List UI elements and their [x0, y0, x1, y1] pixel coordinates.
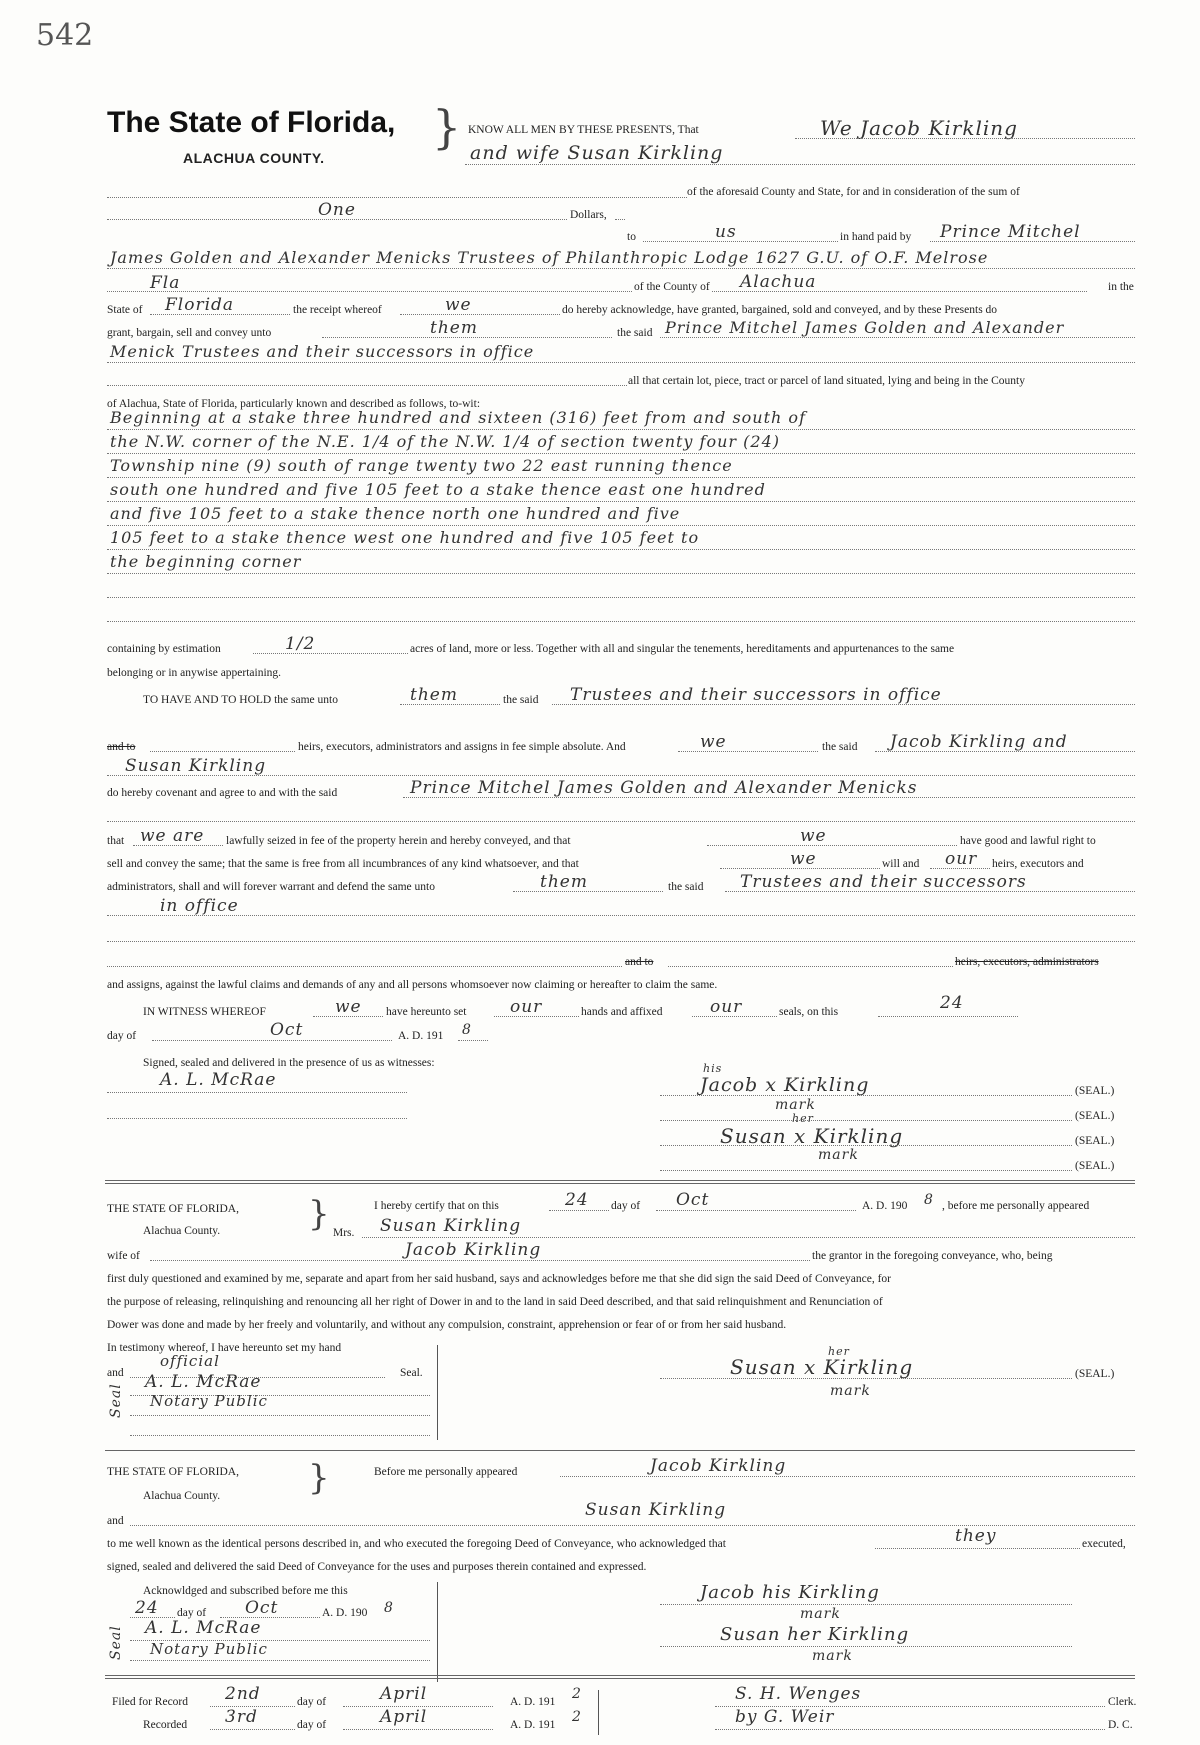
we-field-3: we — [790, 849, 817, 869]
description-line-3: Township nine (9) south of range twenty two 22 east running thence — [110, 456, 733, 475]
admin-text: administrators, shall and will forever warrant and defend the same unto — [107, 881, 435, 893]
them-field: them — [540, 872, 588, 892]
heirs-struck-2: heirs, executors, administrators — [955, 956, 1099, 968]
witness-month-field: Oct — [270, 1020, 304, 1040]
ack-both-name-2: Susan Kirkling — [585, 1500, 727, 1520]
divider — [105, 1180, 1135, 1181]
we-field-2: we — [800, 826, 827, 846]
hand-label: hands and affixed — [581, 1006, 663, 1018]
heirs-text: heirs, executors, administrators and assigns in fee simple absolute. And — [298, 741, 626, 753]
acres-field: 1/2 — [285, 634, 316, 654]
ack-both-known: to me well known as the identical persons described in, and who executed the foregoing Deed of Conveyance, who acknowledged that — [107, 1538, 726, 1550]
seal-on-label: seals, on this — [779, 1006, 839, 1018]
ack-both-day-of: day of — [177, 1607, 207, 1619]
payees-field-2: James Golden and Alexander Menicks Trustees of Philanthropic Lodge 1627 G.U. of O.F. Melrose — [110, 248, 989, 267]
ack-both-ad: A. D. 190 — [322, 1607, 368, 1619]
the-said-label: the said — [822, 741, 858, 753]
filed-day-field: 2nd — [225, 1684, 261, 1704]
grantees-field: them — [430, 318, 478, 338]
witness-our-field: our — [510, 997, 543, 1017]
said-label: the said — [617, 327, 653, 339]
ack-both-seal-stamp: Seal — [108, 1625, 124, 1660]
habendum-whom-field: Trustees and their successors in office — [570, 685, 942, 705]
sig1-mark: mark — [775, 1097, 816, 1113]
to-whom-field: us — [715, 222, 737, 242]
assigns-text: and assigns, against the lawful claims and demands of any and all persons whomsoever now claiming or hereafter to claim the same. — [107, 979, 718, 991]
description-line-4: south one hundred and five 105 feet to a stake thence east one hundred — [110, 480, 766, 499]
grantor-text: the grantor in the foregoing conveyance, who, being — [812, 1250, 1053, 1262]
bracket — [437, 1582, 438, 1682]
will-and-label: will and — [882, 858, 920, 870]
rec-month-field: April — [380, 1707, 428, 1727]
ack-wife-body-3: Dower was done and made by her freely and voluntarily, and without any compulsion, constraint, apprehension or fear of or from her said husband. — [107, 1319, 787, 1331]
sig1-his: his — [703, 1062, 723, 1075]
ack-both-and: and — [107, 1515, 124, 1527]
know-all-text: KNOW ALL MEN BY THESE PRESENTS, That — [468, 124, 699, 136]
ack-wife-body-2: the purpose of releasing, relinquishing and renouncing all her right of Dower in and to the land in said Deed described, and that said relinquishment and Renunciation of — [107, 1296, 883, 1308]
description-line-5: and five 105 feet to a stake thence north one hundred and five — [110, 504, 681, 523]
filed-ad: A. D. 191 — [510, 1696, 556, 1708]
ack-both-executed: executed, — [1082, 1538, 1126, 1550]
ack-wife-body-1: first duly questioned and examined by me, separate and apart from her said husband, says and acknowledges before me that she did sign the said Deed of Conveyance, for — [107, 1273, 891, 1285]
that-label: that — [107, 835, 125, 847]
ack-wife-day-field: 24 — [565, 1190, 589, 1210]
ack-both-month-field: Oct — [245, 1598, 279, 1618]
brace: } — [308, 1458, 330, 1498]
state-field: Florida — [165, 295, 235, 315]
seal-label-3: (SEAL.) — [1075, 1135, 1115, 1147]
the-said-label-2: the said — [668, 881, 704, 893]
rec-ad: A. D. 191 — [510, 1719, 556, 1731]
ack-wife-state: THE STATE OF FLORIDA, — [107, 1203, 239, 1215]
in-witness-text: IN WITNESS WHEREOF — [143, 1006, 266, 1018]
description-line-7: the beginning corner — [110, 552, 302, 571]
seal-label-1: (SEAL.) — [1075, 1085, 1115, 1097]
divider — [105, 1450, 1135, 1451]
ack-wife-sig-her: her — [828, 1345, 850, 1358]
page-number: 542 — [36, 18, 94, 53]
defend-whom-field: Trustees and their successors — [740, 872, 1027, 892]
defend-whom-field-2: in office — [160, 896, 239, 916]
land-text: all that certain lot, piece, tract or parcel of land situated, lying and being in the County — [628, 375, 1025, 387]
ack-both-county: Alachua County. — [143, 1490, 221, 1502]
grant-text: do hereby acknowledge, have granted, bargained, sold and conveyed, and by these Presents do — [562, 304, 998, 316]
county-heading: ALACHUA COUNTY. — [183, 150, 325, 166]
ack-both-signature-2: Susan her Kirkling — [720, 1624, 910, 1645]
ack-both-year-field: 8 — [384, 1600, 394, 1616]
sig2-mark: mark — [818, 1147, 859, 1163]
ack-wife-year-field: 8 — [924, 1192, 934, 1208]
grantees-named-field-2: Menick Trustees and their successors in office — [110, 342, 535, 361]
acres-text: acres of land, more or less. Together with all and singular the tenements, hereditaments and appurtenances to the same — [410, 643, 955, 655]
ack-sub-text: Acknowldged and subscribed before me this — [143, 1585, 348, 1597]
document-title: The State of Florida, — [107, 106, 396, 139]
ack-wife-before-me: , before me personally appeared — [942, 1200, 1090, 1212]
our-field: our — [945, 849, 978, 869]
mrs-label: Mrs. — [333, 1227, 355, 1239]
unto-field: them — [410, 685, 458, 705]
rec-day-of: day of — [297, 1719, 327, 1731]
containing-label: containing by estimation — [107, 643, 221, 655]
rec-day-field: 3rd — [225, 1707, 258, 1727]
of-county-label: of the County of — [634, 281, 710, 293]
filed-day-of: day of — [297, 1696, 327, 1708]
grantor-signature-2: Susan x Kirkling — [720, 1124, 904, 1148]
filed-year-field: 2 — [572, 1686, 582, 1702]
sell-text: sell and convey the same; that the same is free from all incumbrances of any kind whatsoever, and that — [107, 858, 579, 870]
recorded-label: Recorded — [143, 1719, 188, 1731]
witness-we-field: we — [335, 997, 362, 1017]
description-line-1: Beginning at a stake three hundred and sixteen (316) feet from and south of — [110, 408, 806, 427]
husband-name-field: Jacob Kirkling — [405, 1240, 542, 1260]
witness-day-field: 24 — [940, 993, 964, 1013]
divider — [105, 1675, 1135, 1676]
description-line-2: the N.W. corner of the N.E. 1/4 of the N.W. 1/4 of section twenty four (24) — [110, 432, 780, 451]
land-text-2: of Alachua, State of Florida, particularly known and described as follows, to-wit: — [107, 398, 481, 410]
ack-wife-day-of: day of — [611, 1200, 641, 1212]
paid-by-label: in hand paid by — [840, 231, 912, 243]
seal-label-2: (SEAL.) — [1075, 1110, 1115, 1122]
clerk-label: Clerk. — [1108, 1696, 1137, 1708]
covenantees-field: Prince Mitchel James Golden and Alexander Menicks — [410, 778, 918, 798]
we-field: we — [700, 732, 727, 752]
testimony-text: In testimony whereof, I have hereunto set my hand — [107, 1342, 342, 1354]
to-label: to — [627, 231, 636, 243]
payees-field: Prince Mitchel — [940, 222, 1081, 242]
seal-label-4: (SEAL.) — [1075, 1160, 1115, 1172]
ack-both-name-1: Jacob Kirkling — [650, 1456, 787, 1476]
to-have-text: TO HAVE AND TO HOLD the same unto — [143, 694, 338, 706]
ack-both-state: THE STATE OF FLORIDA, — [107, 1466, 239, 1478]
official-field: official — [160, 1352, 220, 1370]
consideration-text: of the aforesaid County and State, for and in consideration of the sum of — [687, 186, 1020, 198]
wife-of-label: wife of — [107, 1250, 140, 1262]
in-the-label: in the — [1108, 281, 1134, 293]
grantors-field-2: and wife Susan Kirkling — [470, 142, 724, 164]
grant-text-2: grant, bargain, sell and convey unto — [107, 327, 272, 339]
grantors-field: We Jacob Kirkling — [820, 116, 1018, 140]
notary-seal-stamp: Seal — [108, 1383, 124, 1418]
we-are-field: we are — [140, 826, 205, 846]
ack-both-sig2-mark: mark — [812, 1648, 853, 1664]
ack-both-notary-title: Notary Public — [150, 1640, 268, 1658]
description-line-6: 105 feet to a stake thence west one hundred and five 105 feet to — [110, 528, 700, 547]
ack-both-notary-name: A. L. McRae — [145, 1618, 262, 1638]
divider — [105, 1183, 1135, 1184]
dc-label: D. C. — [1108, 1719, 1133, 1731]
receipt-label: the receipt whereof — [293, 304, 382, 316]
seized-text: lawfully seized in fee of the property herein and hereby conveyed, and that — [226, 835, 571, 847]
clerk-signature: S. H. Wenges — [735, 1684, 862, 1704]
brace: } — [308, 1194, 330, 1234]
notary-name-field: A. L. McRae — [145, 1372, 262, 1392]
ack-both-they-field: they — [955, 1526, 997, 1546]
witness-year-field: 8 — [462, 1022, 472, 1038]
acres-text-2: belonging or in anywise appertaining. — [107, 667, 282, 679]
ack-wife-certify: I hereby certify that on this — [374, 1200, 499, 1212]
notary-title-field: Notary Public — [150, 1392, 268, 1410]
sig2-her: her — [792, 1112, 814, 1125]
seal-word: Seal. — [400, 1367, 423, 1379]
ack-wife-signature: Susan x Kirkling — [730, 1355, 914, 1379]
covenantors-field: Jacob Kirkling and — [890, 732, 1068, 752]
signed-text: Signed, sealed and delivered in the presence of us as witnesses: — [143, 1057, 435, 1069]
ack-wife-county: Alachua County. — [143, 1225, 221, 1237]
have-set-label: have hereunto set — [386, 1006, 467, 1018]
amount-field: One — [318, 200, 356, 220]
and-to-struck-2: and to — [625, 956, 654, 968]
ack-both-before: Before me personally appeared — [374, 1466, 518, 1478]
state-of-label: State of — [107, 304, 143, 316]
brace: } — [432, 100, 462, 154]
rec-year-field: 2 — [572, 1709, 582, 1725]
right-text: have good and lawful right to — [960, 835, 1096, 847]
and-label: and — [107, 1367, 124, 1379]
covenant-text: do hereby covenant and agree to and with the said — [107, 787, 338, 799]
dc-signature: by G. Weir — [735, 1707, 835, 1727]
ack-both-sig1-mark: mark — [800, 1606, 841, 1622]
ad-label: A. D. 191 — [398, 1030, 444, 1042]
ack-both-signature-1: Jacob his Kirkling — [700, 1582, 880, 1603]
grantees-named-field: Prince Mitchel James Golden and Alexander — [665, 318, 1065, 337]
filed-month-field: April — [380, 1684, 428, 1704]
ack-wife-month-field: Oct — [676, 1190, 710, 1210]
ack-wife-sig-mark: mark — [830, 1383, 871, 1399]
divider — [105, 1678, 1135, 1679]
bracket — [598, 1690, 599, 1735]
said-label-2: the said — [503, 694, 539, 706]
bracket — [437, 1345, 438, 1440]
ack-wife-seal-label: (SEAL.) — [1075, 1368, 1115, 1380]
witness-name-field: A. L. McRae — [160, 1070, 277, 1090]
witness-our-field-2: our — [710, 997, 743, 1017]
county-field: Alachua — [740, 272, 817, 292]
payees-field-3: Fla — [150, 273, 181, 293]
ack-both-day-field: 24 — [135, 1598, 159, 1618]
day-of-label: day of — [107, 1030, 137, 1042]
heirs-exec-text: heirs, executors and — [992, 858, 1084, 870]
ack-wife-ad: A. D. 190 — [862, 1200, 908, 1212]
receipt-who-field: we — [445, 295, 472, 315]
dollars-label: Dollars, — [570, 209, 607, 221]
grantor-signature-1: Jacob x Kirkling — [700, 1074, 870, 1096]
covenantors-field-2: Susan Kirkling — [125, 756, 267, 776]
filed-label: Filed for Record — [112, 1696, 189, 1708]
wife-name-field: Susan Kirkling — [380, 1216, 522, 1236]
and-to-struck: and to — [107, 741, 136, 753]
ack-both-signed: signed, sealed and delivered the said Deed of Conveyance for the uses and purposes therein contained and expressed. — [107, 1561, 647, 1573]
